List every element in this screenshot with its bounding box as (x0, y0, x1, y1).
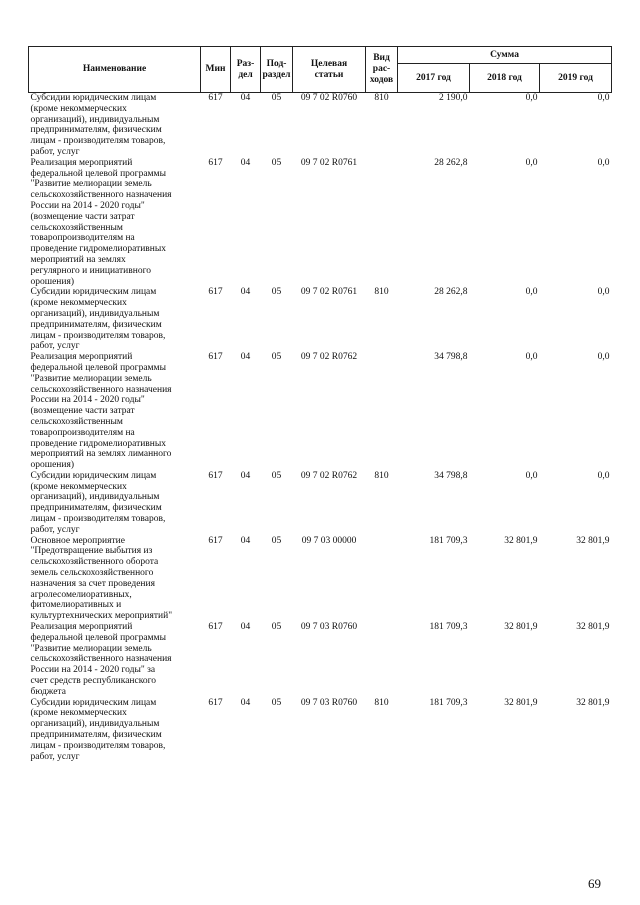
cell-s2018: 0,0 (525, 470, 538, 481)
cell-s2019: 0,0 (597, 157, 610, 168)
cell-min: 617 (208, 93, 223, 103)
cell-vr (366, 352, 398, 471)
table-row (29, 698, 612, 763)
cell-cs: 09 7 02 R0761 (300, 287, 358, 298)
cell-pr: 05 (271, 622, 282, 633)
table-row (29, 352, 612, 471)
cell-s2018: 32 801,9 (504, 622, 538, 633)
cell-name: Основное мероприятие "Предотвращение выбытия из сельскохозяйственного оборота земель сельскохозяйственного назначения за счет проведения агролесомелиоративных, фитомелиоративных и культуртехнических мероприятий" (30, 535, 173, 622)
cell-pr: 05 (271, 352, 282, 363)
cell-s2018: 32 801,9 (504, 697, 538, 708)
cell-cs: 09 7 03 R0760 (300, 697, 358, 708)
cell-s2019: 32 801,9 (576, 697, 610, 708)
cell-s2017: 28 262,8 (434, 157, 468, 168)
cell-s2017: 28 262,8 (434, 287, 468, 298)
table-row (29, 536, 612, 622)
cell-s2018: 0,0 (525, 93, 538, 103)
cell-name: Субсидии юридическим лицам (кроме некоммерческих организаций), индивидуальным предпринимателям, физическим лицам - производителям товаров, работ, услуг (30, 697, 166, 762)
table-row (29, 471, 612, 536)
cell-name: Реализация мероприятий федеральной целевой программы "Развитие мелиорации земель сельскохозяйственного назначения России на 2014 - 2020 годы" за счет средств республиканского бюджета (30, 622, 172, 697)
cell-pr: 05 (271, 535, 282, 546)
cell-cs: 09 7 02 R0760 (300, 93, 358, 103)
header-celevaya: Целевая статьи (293, 47, 366, 93)
header-vid: Вид рас- ходов (366, 47, 398, 93)
cell-vr: 810 (374, 697, 389, 708)
header-razdel: Раз- дел (231, 47, 261, 93)
cell-rz: 04 (240, 470, 251, 481)
cell-s2017: 2 190,0 (439, 93, 468, 103)
table-row (29, 287, 612, 352)
cell-vr (366, 536, 398, 622)
cell-s2017: 181 709,3 (429, 697, 468, 708)
cell-rz: 04 (240, 697, 251, 708)
cell-vr (366, 158, 398, 288)
cell-min: 617 (208, 352, 223, 363)
header-2017: 2017 год (398, 64, 470, 93)
cell-cs: 09 7 02 R0762 (300, 470, 358, 481)
cell-min: 617 (208, 287, 223, 298)
header-summa: Сумма (398, 47, 612, 64)
cell-name: Реализация мероприятий федеральной целевой программы "Развитие мелиорации земель сельскохозяйственного назначения России на 2014 - 2020 годы" (возмещение части затрат сельскохозяйственным товаропроизводителям на проведение гидромелиоративных мероприятий на землях регулярного и инициативного орошения) (30, 157, 172, 287)
cell-rz: 04 (240, 93, 251, 103)
cell-s2017: 34 798,8 (434, 470, 468, 481)
cell-cs: 09 7 03 R0760 (300, 622, 358, 633)
cell-min: 617 (208, 470, 223, 481)
cell-s2019: 32 801,9 (576, 622, 610, 633)
cell-s2017: 181 709,3 (429, 535, 468, 546)
cell-cs: 09 7 02 R0761 (300, 157, 358, 168)
cell-min: 617 (208, 157, 223, 168)
cell-rz: 04 (240, 535, 251, 546)
table-row (29, 622, 612, 698)
cell-vr: 810 (374, 93, 389, 103)
header-name: Наименование (29, 47, 201, 93)
cell-pr: 05 (271, 287, 282, 298)
table-row (29, 93, 612, 158)
cell-s2018: 32 801,9 (504, 535, 538, 546)
cell-rz: 04 (240, 622, 251, 633)
cell-vr (366, 622, 398, 698)
cell-s2019: 0,0 (597, 93, 610, 103)
cell-s2018: 0,0 (525, 287, 538, 298)
cell-s2019: 0,0 (597, 352, 610, 363)
cell-pr: 05 (271, 470, 282, 481)
cell-pr: 05 (271, 697, 282, 708)
cell-rz: 04 (240, 287, 251, 298)
table-header (29, 47, 612, 93)
cell-vr: 810 (374, 287, 389, 298)
cell-s2019: 0,0 (597, 287, 610, 298)
header-min: Мин (201, 47, 231, 93)
cell-s2017: 34 798,8 (434, 352, 468, 363)
table-row (29, 158, 612, 288)
cell-rz: 04 (240, 352, 251, 363)
header-2019: 2019 год (540, 64, 612, 93)
cell-s2019: 32 801,9 (576, 535, 610, 546)
header-podrazdel: Под- раздел (261, 47, 293, 93)
cell-s2018: 0,0 (525, 157, 538, 168)
cell-min: 617 (208, 697, 223, 708)
cell-pr: 05 (271, 157, 282, 168)
cell-s2018: 0,0 (525, 352, 538, 363)
cell-name: Субсидии юридическим лицам (кроме некоммерческих организаций), индивидуальным предпринимателям, физическим лицам - производителям товаров, работ, услуг (30, 470, 166, 535)
cell-name: Реализация мероприятий федеральной целевой программы "Развитие мелиорации земель сельскохозяйственного назначения России на 2014 - 2020 годы" (возмещение части затрат сельскохозяйственным товаропроизводителям на проведение гидромелиоративных мероприятий на землях лиманного орошения) (30, 352, 172, 471)
cell-pr: 05 (271, 93, 282, 103)
cell-s2019: 0,0 (597, 470, 610, 481)
cell-rz: 04 (240, 157, 251, 168)
table-body (29, 93, 612, 763)
cell-cs: 09 7 02 R0762 (300, 352, 358, 363)
cell-min: 617 (208, 535, 223, 546)
cell-vr: 810 (374, 470, 389, 481)
budget-table (28, 46, 612, 762)
page-number: 69 (588, 876, 601, 891)
cell-name: Субсидии юридическим лицам (кроме некоммерческих организаций), индивидуальным предпринимателям, физическим лицам - производителям товаров, работ, услуг (30, 287, 166, 352)
cell-min: 617 (208, 622, 223, 633)
cell-cs: 09 7 03 00000 (301, 535, 357, 546)
header-2018: 2018 год (470, 64, 540, 93)
cell-s2017: 181 709,3 (429, 622, 468, 633)
cell-name: Субсидии юридическим лицам (кроме некоммерческих организаций), индивидуальным предпринимателям, физическим лицам - производителям товаров, работ, услуг (30, 93, 166, 157)
